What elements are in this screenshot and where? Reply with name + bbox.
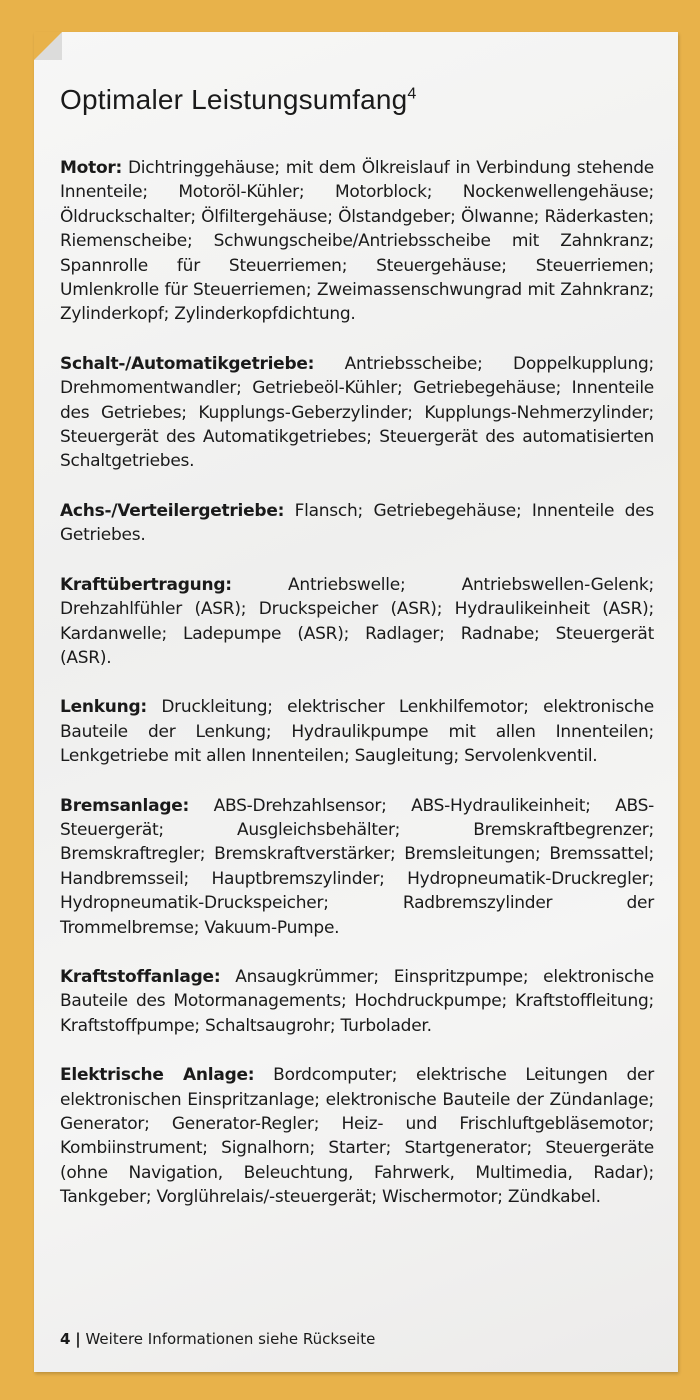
section-heading: Achs-/Verteilergetriebe: xyxy=(60,500,285,521)
section-text: Ansaugkrümmer; Einspritzpumpe; elektronische Bauteile des Motormanagements; Hochdruckpumpe; Kraftstoffleitung; Kraftstoffpumpe; Schaltsaugrohr; Turbolader. xyxy=(60,966,654,1036)
section-kraftuebertragung xyxy=(60,573,654,671)
page-title-text: Optimaler Leistungsumfang xyxy=(60,84,408,115)
section-heading: Motor: xyxy=(60,158,123,178)
footer-text: Weitere Informationen siehe Rückseite xyxy=(85,1330,376,1348)
section-lenkung xyxy=(60,695,654,768)
section-heading: Kraftstoffanlage: xyxy=(60,966,221,987)
section-heading: Schalt-/Automatikgetriebe: xyxy=(60,353,315,374)
title-footnote-marker: 4 xyxy=(407,85,417,103)
section-text: ABS-Drehzahlsensor; ABS-Hydraulikeinheit; ABS-Steuergerät; Ausgleichsbehälter; Bremskraftbegrenzer; Bremskraftregler; Bremskraftverstärker; Bremsleitungen; Bremssattel; Handbremsseil; Hauptbremszylinder; Hydropneumatik-Druckregler; Hydropneumatik-Druckspeicher; Radbremszylinder der Trommelbremse; Vakuum-Pumpe. xyxy=(60,795,655,938)
footer-separator: | xyxy=(75,1330,81,1348)
section-motor xyxy=(60,156,654,327)
section-heading: Elektrische Anlage: xyxy=(60,1065,255,1086)
section-text: Antriebsscheibe; Doppelkupplung; Drehmomentwandler; Getriebeöl-Kühler; Getriebegehäuse; Innenteile des Getriebes; Kupplungs-Geberzylinder; Kupplungs-Nehmerzylinder; Steuergerät des Automatikgetriebes; Steuergerät des automatisierten Schaltgetriebes. xyxy=(60,353,654,472)
section-elektrische-anlage xyxy=(60,1063,654,1209)
page-title xyxy=(60,84,654,116)
section-text: Druckleitung; elektrischer Lenkhilfemotor; elektronische Bauteile der Lenkung; Hydraulikpumpe mit allen Innenteilen; Lenkgetriebe mit allen Innenteilen; Saugleitung; Servolenkventil. xyxy=(60,697,654,767)
section-getriebe xyxy=(60,352,654,474)
section-text: Bordcomputer; elektrische Leitungen der elektronischen Einspritzanlage; elektronische Bauteile der Zündanlage; Generator; Generator-Regler; Heiz- und Frischluftgebläsemotor; Kombiinstrument; Signalhorn; Starter; Startgenerator; Steuergeräte (ohne Navigation, Beleuchtung, Fahrwerk, Multimedia, Radar); Tankgeber; Vorglührelais/-steuergerät; Wischermotor; Zündkabel. xyxy=(60,1065,654,1208)
section-text: Flansch; Getriebegehäuse; Innenteile des Getriebes. xyxy=(60,500,654,546)
section-text: Antriebswelle; Antriebswellen-Gelenk; Drehzahlfühler (ASR); Druckspeicher (ASR); Hydraulikeinheit (ASR); Kardanwelle; Ladepumpe (ASR); Radlager; Radnabe; Steuergerät (ASR). xyxy=(60,574,655,668)
section-achsgetriebe xyxy=(60,499,654,548)
section-bremsanlage xyxy=(60,794,654,940)
section-kraftstoffanlage xyxy=(60,965,654,1038)
section-heading: Kraftübertragung: xyxy=(60,574,232,595)
page-number: 4 xyxy=(60,1330,71,1348)
document-body xyxy=(60,84,654,1235)
section-heading: Lenkung: xyxy=(60,697,147,718)
section-text: Dichtringgehäuse; mit dem Ölkreislauf in Verbindung stehende Innenteile; Motoröl-Kühler; Motorblock; Nockenwellengehäuse; Öldruckschalter; Ölfiltergehäuse; Ölstandgeber; Ölwanne; Räderkasten; Riemenscheibe; Schwungscheibe/Antriebsscheibe mit Zahnkranz; Spannrolle für Steuerriemen; Steuergehäuse; Steuerriemen; Umlenkrolle für Steuerriemen; Zweimassenschwungrad mit Zahnkranz; Zylinderkopf; Zylinderkopfdichtung. xyxy=(60,158,654,325)
folded-corner xyxy=(34,32,62,60)
page-footer xyxy=(60,1330,375,1348)
section-heading: Bremsanlage: xyxy=(60,795,190,816)
